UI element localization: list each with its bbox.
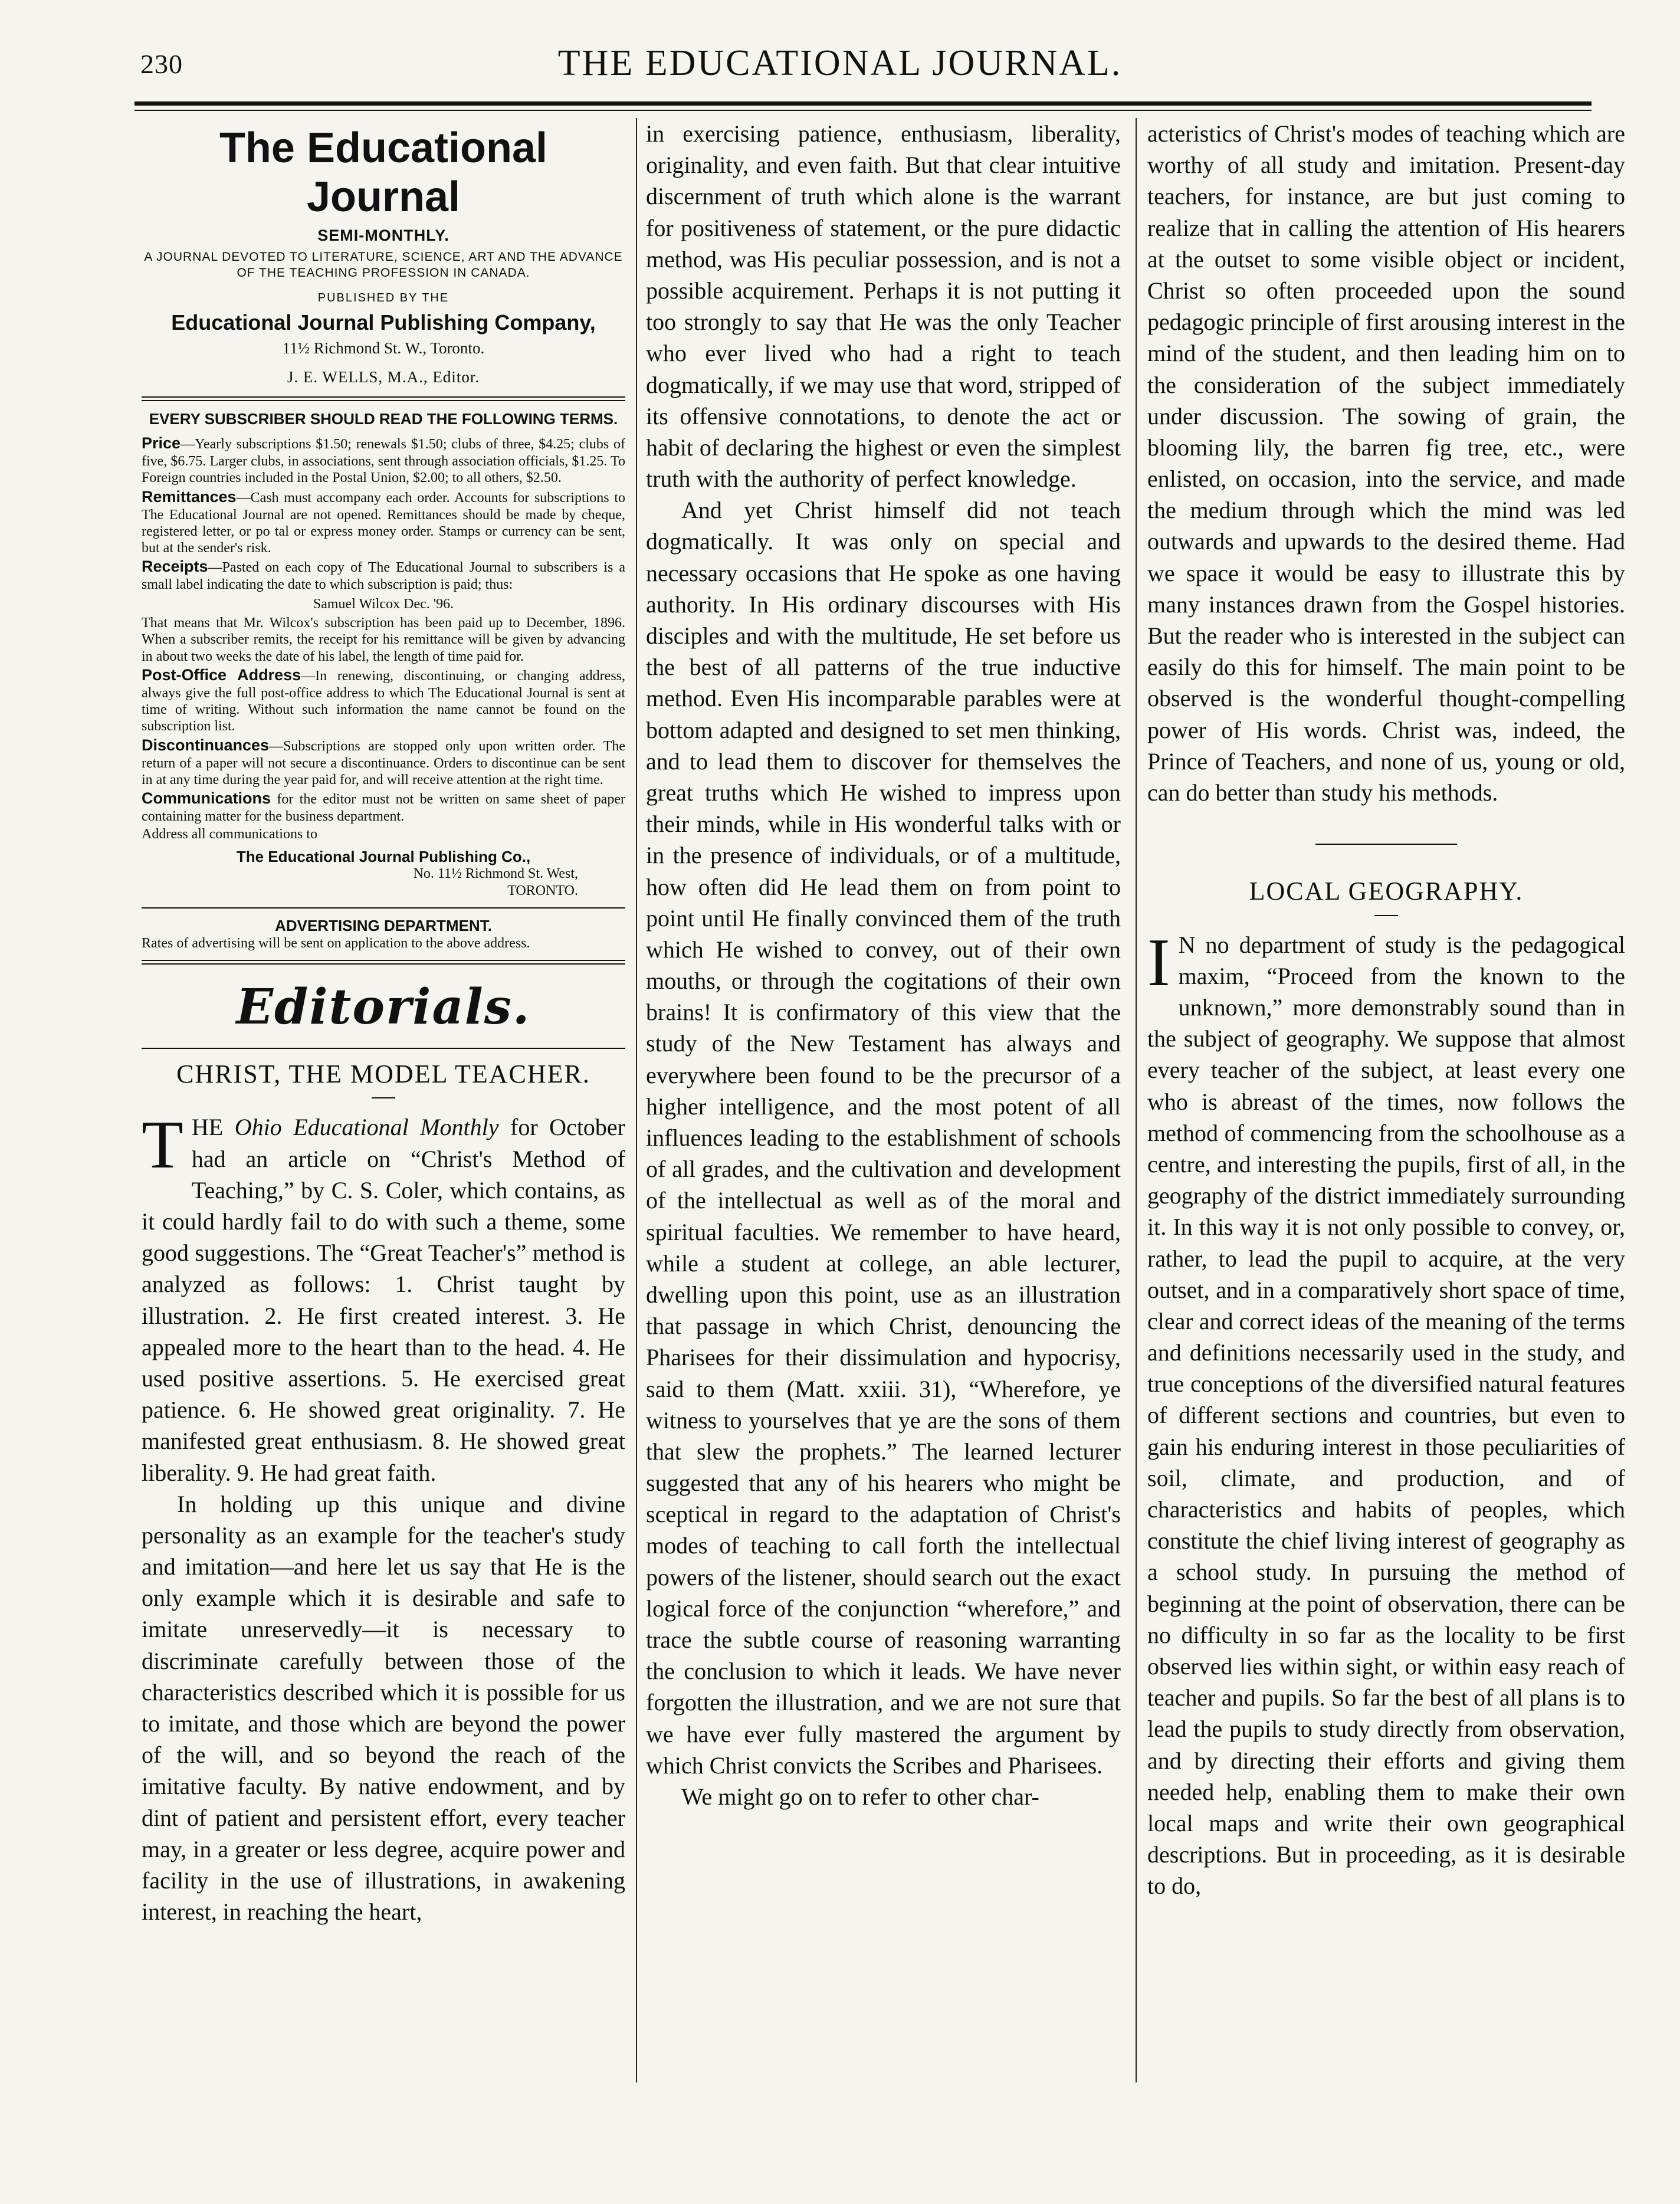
column-1 [142, 118, 625, 1927]
sample-label: Samuel Wilcox Dec. '96. [313, 596, 454, 612]
article-paragraph: in exercising patience, enthusiasm, liberality, originality, and even faith. But that clear intuitive discernment of truth which alone is the warrant for positiveness of statement, or the pure didactic method, was His peculiar possession, and is not a possible acquirement. Perhaps it is not putting it too strongly to say that He was the only Teacher who ever lived who had a right to teach dogmatically, if we may use that word, stripped of its offensive connotations, to denote the act or habit of declaring the highest or even the simplest truth with the authority of perfect knowledge. [646, 120, 1121, 493]
section-heading: Editorials. [236, 978, 531, 1035]
term-text: —In renewing, discontinuing, or changing address, always give the full post-office address to which The Educational Journal is sent at time of writing. Without such information the name cannot be found on the subscription list. [142, 668, 625, 734]
paragraph-text: for October had an article on “Christ's Method of Teaching,” by C. S. Coler, which contains, as it could hardly fail to do with such a theme, some good suggestions. The “Great Teacher's” method is analyzed as follows: 1. Christ taught by illustration. 2. He first created interest. 3. He appealed more to the heart than to the head. 4. He used positive assertions. 5. He exercised great patience. 6. He showed great originality. 7. He manifested great enthusiasm. 8. He showed great liberality. 9. He had great faith. [142, 1114, 626, 1486]
drop-cap: I [1147, 924, 1170, 1001]
drop-cap: T [142, 1107, 183, 1183]
article-paragraph: In holding up this unique and divine personality as an example for the teacher's study and imitation—and here let us say that He is the only example which it is desirable and safe to imitate unreservedly—it is necessary to discriminate carefully between those of the characteristics described which it is possible for us to imitate, and those which are beyond the power of the will, and so beyond the reach of the imitative faculty. By native endowment, and by dint of patient and persistent effort, every teacher may, in a greater or less degree, acquire power and facility in the use of illustrations, in awakening interest, in reaching the heart, [142, 1490, 625, 1926]
term-discontinuances [142, 736, 625, 788]
term-price [142, 434, 625, 486]
masthead-published-by: PUBLISHED BY THE [317, 291, 449, 305]
term-text: —Yearly subscriptions $1.50; renewals $1.50; clubs of three, $4.25; clubs of five, $6.75. Larger clubs, in associations, sent through association officials, $1.25. To Foreign countries included in the Postal Union, $2.00; to all others, $2.50. [142, 437, 625, 486]
article-paragraph: We might go on to refer to other char- [681, 1783, 1039, 1810]
advertising-text: Rates of advertising will be sent on application to the above address. [142, 935, 530, 951]
term-label: Post-Office Address [142, 665, 301, 684]
column-divider [636, 118, 637, 2082]
term-text: for the editor must not be written on same sheet of paper containing matter for the business department. [142, 792, 625, 825]
term-label: Communications [142, 789, 271, 808]
term-label: Price [142, 434, 181, 452]
term-text: —Subscriptions are stopped only upon written order. The return of a paper will not secure a discontinuance. Orders to discontinue can be sent in at any time during the year paid for, and will receive attention at the right time. [142, 738, 625, 788]
paragraph-text: HE [191, 1114, 235, 1141]
column-3 [1147, 118, 1625, 1901]
term-label: Remittances [142, 487, 237, 506]
masthead-editor: J. E. WELLS, M.A., Editor. [287, 368, 480, 386]
paragraph-text: N no department of study is the pedagogical maxim, “Proceed from the known to the unknown,” more demonstrably sound than in the subject of geography. We suppose that almost every teacher of the subject, at least every one who is abreast of the times, now follows the method of commencing from the schoolhouse as a centre, and interesting the pupils, first of all, in the geography of the district immediately surrounding it. In this way it is not only possible to convey, or, rather, to lead the pupil to acquire, at the very outset, and in a comparatively short space of time, clear and correct ideas of the meaning of the terms and definitions necessarily used in the study, and true conceptions of the diversified natural features of different sections and countries, but even to gain his enduring interest in those peculiarities of soil, climate, and production, and of characteristics and habits of peoples, which constitute the chief living interest of geography as a school study. In pursuing the method of beginning at the point of observation, there can be no difficulty in so far as the locality to be first observed lies within sight, or within easy reach of teacher and pupils. So far the best of all plans is to lead the pupils to study directly from observation, and by directing their efforts and giving them needed help, enabling them to make their own local maps and write their own geographical descriptions. But in proceeding, as it is desirable to do, [1147, 931, 1625, 1900]
address-street: No. 11½ Richmond St. West, [413, 866, 578, 882]
title-rule [1374, 915, 1398, 916]
page-number: 230 [140, 49, 183, 79]
running-head: THE EDUCATIONAL JOURNAL. [557, 43, 1123, 83]
article-paragraph: And yet Christ himself did not teach dogmatically. It was only on special and necessary occasions that He spoke as one having authority. In His ordinary discourses with His disciples and with the multitude, He set before us the best of all patterns of the true inductive method. Even His incomparable parables were at bottom adapted and designed to set men thinking, and to lead them to discover for themselves the great truths which He wished to impress upon their minds, while in His wonderful talks with or in the presence of individuals, or of a multitude, how often did He lead them on from point to point until He finally convinced them of the truth which He wished to convey, out of their own mouths, or through the cogitations of their own brains! It is confirmatory of this view that the study of the New Testament has always and everywhere been found to be the precursor of a higher intelligence, and the most potent of all influences leading to the establishment of schools of all grades, and the cultivation and development of the intellectual as well as of the moral and spiritual faculties. We remember to have heard, while a student at college, an able lecturer, dwelling upon this point, use as an illustration that passage in which Christ, denouncing the Pharisees for their dissimulation and hypocrisy, said to them (Matt. xxiii. 31), “Wherefore, ye witness to yourselves that ye are the sons of them that slew the prophets.” The learned lecturer suggested that any of his hearers who might be sceptical in regard to the adaptation of Christ's modes of teaching to call forth the intellectual powers of the listener, should search out the exact logical force of the conjunction “wherefore,” and trace the subtle course of reasoning warranting the conclusion to which it leads. We have never forgotten the illustration, and we are not sure that we have ever fully mastered the argument by which Christ convicts the Scribes and Pharisees. [646, 497, 1121, 1779]
receipts-note: That means that Mr. Wilcox's subscription has been paid up to December, 1896. When a subscriber remits, the receipt for his remittance will be given by advancing in about two weeks the date of his label, the length of time paid for. [142, 615, 625, 664]
article-title: CHRIST, THE MODEL TEACHER. [176, 1059, 590, 1088]
term-label: Discontinuances [142, 736, 270, 754]
title-rule [372, 1097, 395, 1098]
address-company: The Educational Journal Publishing Co., [236, 847, 531, 865]
masthead-frequency: SEMI-MONTHLY. [317, 226, 449, 244]
masthead-company: Educational Journal Publishing Company, [171, 310, 596, 334]
article-paragraph [1147, 924, 1625, 1902]
advertising-heading: ADVERTISING DEPARTMENT. [275, 916, 492, 934]
term-receipts [142, 557, 625, 593]
divider [142, 396, 625, 401]
column-divider [1136, 118, 1137, 2082]
masthead-description: A JOURNAL DEVOTED TO LITERATURE, SCIENCE, ART AND THE ADVANCE OF THE TEACHING PROFESSION IN CANADA. [144, 250, 623, 280]
divider [142, 907, 625, 909]
column-2 [646, 118, 1121, 1812]
article-paragraph [142, 1107, 626, 1488]
term-text: —Pasted on each copy of The Educational Journal to subscribers is a small label indicating the date to which subscription is paid; thus: [142, 560, 625, 593]
term-label: Receipts [142, 557, 208, 576]
masthead-address: 11½ Richmond St. W., Toronto. [282, 339, 485, 357]
article-title: LOCAL GEOGRAPHY. [1249, 877, 1524, 906]
term-remittances [142, 488, 625, 557]
header-rule-thin [134, 110, 1592, 111]
address-city: TORONTO. [507, 883, 578, 898]
divider [142, 1048, 625, 1049]
masthead-title: The Educational Journal [219, 124, 548, 221]
section-rule [1315, 844, 1457, 845]
subscription-terms [142, 434, 625, 952]
term-postoffice [142, 666, 625, 735]
term-communications [142, 789, 625, 825]
header-rule [134, 101, 1592, 106]
notice-heading: EVERY SUBSCRIBER SHOULD READ THE FOLLOWING TERMS. [149, 410, 618, 428]
divider [142, 960, 625, 965]
term-text: —Cash must accompany each order. Accounts for subscriptions to The Educational Journal are not opened. Remittances should be made by cheque, registered letter, or po tal or express money order. Stamps or currency can be sent, but at the sender's risk. [142, 490, 625, 556]
article-paragraph: acteristics of Christ's modes of teaching which are worthy of all study and imitation. Present-day teachers, for instance, are but just coming to realize that in calling the attention of His hearers at the outset to some visible object or incident, Christ so often proceeded upon the sound pedagogic principle of first arousing interest in the mind of the student, and then leading him on to the consideration of the subject immediately under discussion. The sowing of grain, the blooming lily, the barren fig tree, etc., were enlisted, on occasion, into the service, and made the medium through which the mind was led outwards and upwards to the desired theme. Had we space it would be easy to illustrate this by many instances drawn from the Gospel histories. But the reader who is interested in the subject can easily do this for himself. The main point to be observed is the wonderful thought-compelling power of His words. Christ was, indeed, the Prince of Teachers, and none of us, young or old, can do better than study his methods. [1147, 120, 1625, 806]
publication-name: Ohio Educational Monthly [234, 1114, 499, 1141]
address-all: Address all communications to [142, 826, 317, 842]
